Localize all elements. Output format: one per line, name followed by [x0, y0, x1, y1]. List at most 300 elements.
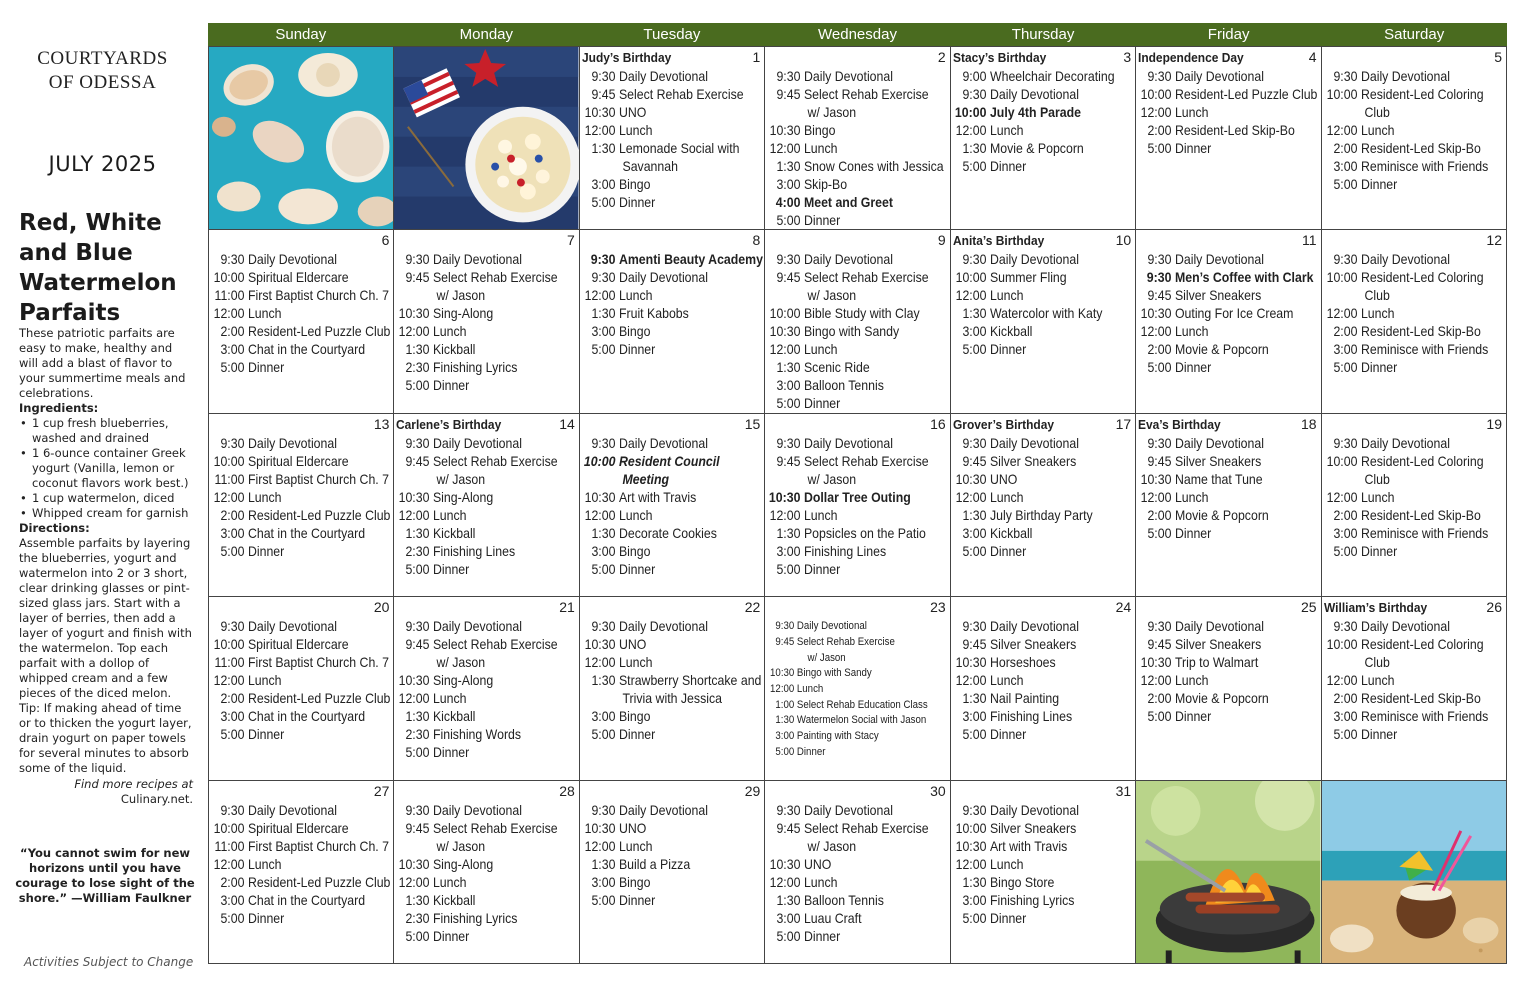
event-description: Lunch — [1360, 122, 1395, 138]
event-description: Club — [1364, 654, 1390, 671]
event-time: 2:00 — [220, 506, 245, 523]
event-item — [582, 617, 765, 635]
event-item — [1324, 268, 1507, 286]
event-description: Club — [1364, 104, 1390, 120]
event-item — [1138, 67, 1321, 85]
event-description: Dinner — [433, 744, 470, 761]
event-time: 1:30 — [591, 672, 616, 689]
event-description: w/ Jason — [807, 104, 857, 120]
event-item — [1138, 250, 1321, 268]
event-description: Bingo Store — [989, 873, 1055, 890]
event-time: 10:30 — [769, 855, 801, 872]
event-description: Build a Pizza — [618, 855, 691, 872]
event-time: 1:30 — [405, 708, 430, 725]
event-time: 1:30 — [405, 341, 430, 358]
day-cell-6 — [209, 230, 394, 413]
event-item — [1324, 340, 1507, 358]
event-time: 10:30 — [1140, 305, 1172, 322]
event-item — [1324, 671, 1507, 689]
event-item — [767, 560, 950, 578]
event-time: 5:00 — [962, 341, 987, 358]
event-time: 1:30 — [591, 855, 616, 872]
event-item — [1324, 175, 1507, 193]
event-description: Reminisce with Friends — [1360, 524, 1488, 541]
event-item — [767, 434, 950, 452]
event-time: 9:30 — [405, 434, 430, 451]
event-description: Lunch — [618, 654, 653, 671]
event-item — [211, 653, 394, 671]
event-description: Kickball — [433, 891, 476, 908]
event-description: Trip to Walmart — [1175, 654, 1259, 671]
event-description: Silver Sneakers — [1175, 287, 1262, 304]
calendar — [208, 23, 1507, 963]
day-number: 4 — [1308, 49, 1317, 65]
event-item — [582, 268, 765, 286]
event-description: Dinner — [989, 341, 1026, 358]
day-number: 22 — [744, 599, 761, 616]
day-number: 18 — [1300, 415, 1317, 432]
event-item — [953, 340, 1136, 358]
event-list — [1324, 617, 1507, 743]
event-description: Daily Devotional — [618, 68, 708, 84]
event-list — [767, 619, 950, 760]
event-time: 1:30 — [405, 524, 430, 541]
event-time: 9:30 — [1333, 68, 1358, 84]
event-time: 5:00 — [220, 359, 245, 376]
event-time: 5:00 — [591, 341, 616, 358]
event-description: Savannah — [622, 158, 678, 174]
event-time: 12:00 — [399, 690, 430, 707]
event-time: 2:00 — [1147, 341, 1172, 358]
event-time: 3:00 — [220, 341, 245, 358]
event-item — [396, 340, 579, 358]
event-time: 9:30 — [591, 434, 616, 451]
event-item — [582, 322, 765, 340]
event-description: Amenti Beauty Academy — [618, 251, 763, 268]
day-number: 25 — [1300, 599, 1317, 616]
ingredient-item: • 1 6-ounce container Greek yogurt (Vanilla, lemon or coconut flavors work best.) — [19, 446, 193, 491]
event-item — [211, 452, 394, 470]
quote — [14, 846, 196, 906]
event-time: 9:30 — [962, 434, 987, 451]
event-description: Kickball — [989, 323, 1033, 340]
event-description: Name that Tune — [1175, 470, 1263, 487]
day-number: 24 — [1115, 599, 1132, 616]
event-time: 12:00 — [1326, 488, 1358, 505]
event-item — [1324, 139, 1507, 157]
event-item — [1324, 725, 1507, 743]
event-description: Select Rehab Exercise — [804, 269, 929, 286]
event-description: w/ Jason — [436, 287, 486, 304]
event-time: 5:00 — [776, 927, 801, 944]
day-title: Judy’s Birthday — [581, 50, 672, 65]
event-time: 5:00 — [962, 726, 987, 743]
event-time: 9:30 — [405, 251, 430, 268]
day-cell-17 — [951, 414, 1136, 597]
more-recipes — [19, 777, 193, 807]
event-item — [211, 617, 394, 635]
event-item — [396, 268, 579, 286]
event-description: Dollar Tree Outing — [804, 488, 912, 505]
event-time: 5:00 — [1333, 726, 1358, 743]
event-time: 2:00 — [1147, 690, 1172, 707]
quote-line: “You cannot swim for new — [19, 846, 191, 860]
event-description: Bingo — [618, 708, 651, 725]
day-number: 17 — [1115, 415, 1132, 432]
event-item — [1324, 85, 1507, 103]
event-item — [582, 286, 765, 304]
event-time: 3:00 — [220, 524, 245, 541]
org-name-line-1: COURTYARDS — [37, 48, 168, 69]
event-description: Lunch — [804, 341, 838, 358]
event-description: Lunch — [618, 837, 653, 854]
event-description: Spiritual Eldercare — [247, 269, 349, 286]
event-time: 5:00 — [591, 726, 616, 743]
event-item — [211, 801, 394, 819]
event-item — [1324, 542, 1507, 560]
event-time: 9:30 — [776, 251, 801, 268]
event-description: Lunch — [618, 122, 653, 138]
event-description: Daily Devotional — [989, 251, 1079, 268]
event-description: Resident-Led Skip-Bo — [1360, 690, 1481, 707]
event-item — [1138, 524, 1321, 542]
event-description: Reminisce with Friends — [1360, 341, 1488, 358]
event-item — [767, 873, 950, 891]
event-description: Luau Craft — [804, 909, 862, 926]
event-time: 3:00 — [1333, 158, 1358, 174]
event-item — [211, 268, 394, 286]
event-description: Dinner — [989, 158, 1026, 174]
org-name-line-2: OF ODESSA — [48, 72, 157, 93]
event-item — [767, 801, 950, 819]
event-item — [396, 855, 579, 873]
event-description: Lunch — [1360, 488, 1395, 505]
day-number: 11 — [1302, 232, 1317, 249]
event-description: Daily Devotional — [989, 801, 1079, 818]
seashells-image — [209, 47, 394, 230]
event-description: Sing-Along — [433, 305, 494, 322]
event-item — [396, 927, 579, 945]
event-item — [767, 376, 950, 394]
event-description: Bingo — [618, 873, 651, 890]
weekday-thursday: Thursday — [1011, 26, 1075, 43]
event-item — [953, 689, 1136, 707]
event-time: 12:00 — [1326, 305, 1358, 322]
event-time: 9:45 — [776, 819, 801, 836]
event-description: Meeting — [622, 470, 669, 487]
event-item — [767, 67, 950, 85]
event-item — [953, 801, 1136, 819]
event-item — [767, 452, 950, 470]
event-time: 1:30 — [776, 359, 801, 376]
event-time: 9:30 — [776, 434, 801, 451]
day-cell-20 — [209, 597, 394, 780]
event-description: Silver Sneakers — [1175, 636, 1262, 653]
event-description: Daily Devotional — [618, 618, 708, 635]
event-item — [211, 250, 394, 268]
event-list — [1138, 67, 1321, 157]
event-description: Lunch — [433, 506, 467, 523]
event-description: Dinner — [989, 726, 1026, 743]
day-cell-23 — [765, 597, 950, 780]
weekday-saturday: Saturday — [1384, 26, 1445, 43]
event-description: Dinner — [804, 212, 841, 228]
event-description: Finishing Lines — [804, 542, 887, 559]
event-description: Daily Devotional — [1360, 618, 1450, 635]
calendar-grid — [208, 46, 1507, 964]
event-time: 2:30 — [405, 726, 430, 743]
day-cell-14 — [394, 414, 579, 597]
event-description: Chat in the Courtyard — [247, 891, 366, 908]
event-description: Daily Devotional — [989, 434, 1079, 451]
event-item — [396, 506, 579, 524]
event-time: 9:45 — [405, 636, 430, 653]
event-item — [953, 635, 1136, 653]
event-description: Kickball — [433, 341, 476, 358]
event-description: Art with Travis — [989, 837, 1068, 854]
event-item — [396, 617, 579, 635]
event-item — [1324, 470, 1507, 488]
event-description: Daily Devotional — [618, 434, 708, 451]
directions-heading: Directions: — [19, 521, 90, 535]
event-time: 3:00 — [776, 377, 801, 394]
event-time: 12:00 — [584, 122, 616, 138]
event-time: 5:00 — [405, 927, 430, 944]
event-time: 12:00 — [584, 506, 616, 523]
event-time: 5:00 — [405, 744, 430, 761]
event-item — [396, 801, 579, 819]
event-description: Lunch — [989, 672, 1024, 689]
event-description: Lunch — [989, 855, 1024, 872]
event-time: 9:45 — [962, 452, 987, 469]
quote-line: horizons until you have — [29, 861, 181, 875]
event-time: 10:00 — [1326, 86, 1358, 102]
event-description: Dinner — [618, 194, 656, 210]
event-item — [1138, 635, 1321, 653]
event-item — [211, 725, 394, 743]
event-item — [953, 268, 1136, 286]
event-item — [767, 470, 950, 488]
event-item — [1138, 506, 1321, 524]
event-description: Daily Devotional — [433, 618, 523, 635]
event-time: 1:30 — [591, 524, 616, 541]
event-description: Lunch — [804, 873, 838, 890]
event-description: Spiritual Eldercare — [247, 452, 349, 469]
day-number: 3 — [1123, 49, 1132, 65]
event-time: 3:00 — [591, 176, 616, 192]
event-description: Movie & Popcorn — [989, 140, 1084, 156]
event-description: Finishing Lines — [433, 542, 516, 559]
event-description: Lunch — [989, 122, 1024, 138]
event-time: 3:00 — [962, 524, 987, 541]
event-description: Dinner — [1175, 524, 1212, 541]
recipe-title-line: Parfaits — [19, 300, 121, 326]
event-description: Finishing Lyrics — [433, 909, 518, 926]
event-time: 2:30 — [405, 909, 430, 926]
event-description: w/ Jason — [436, 837, 486, 854]
event-time: 5:00 — [405, 560, 430, 577]
event-description: Lunch — [1175, 323, 1209, 340]
day-number: 12 — [1486, 232, 1502, 249]
event-time: 12:00 — [769, 873, 801, 890]
event-item — [767, 891, 950, 909]
event-item — [953, 434, 1136, 452]
event-time: 10:30 — [769, 323, 801, 340]
day-number: 28 — [559, 782, 575, 799]
event-description: Select Rehab Exercise — [804, 86, 929, 102]
event-item — [1324, 488, 1507, 506]
event-time: 1:30 — [962, 690, 987, 707]
event-time: 5:00 — [1147, 140, 1172, 156]
event-description: Scenic Ride — [804, 359, 870, 376]
event-description: Dinner — [804, 560, 841, 577]
event-time: 12:00 — [1140, 672, 1172, 689]
day-number: 31 — [1115, 782, 1132, 799]
event-description: Select Rehab Exercise — [433, 452, 559, 469]
event-item — [953, 891, 1136, 909]
event-description: Select Rehab Exercise — [804, 819, 929, 836]
event-item — [582, 801, 765, 819]
event-time: 2:00 — [220, 690, 245, 707]
event-description: Dinner — [1360, 542, 1397, 559]
event-time: 5:00 — [1333, 176, 1358, 192]
event-time: 5:00 — [962, 909, 987, 926]
event-item — [953, 286, 1136, 304]
day-title: Anita’s Birthday — [952, 233, 1044, 249]
event-list — [1138, 617, 1321, 725]
event-time: 12:00 — [769, 341, 801, 358]
event-item — [396, 743, 579, 761]
day-title: Independence Day — [1138, 50, 1244, 65]
event-time: 9:45 — [775, 635, 795, 648]
day-number: 19 — [1486, 415, 1502, 432]
event-time: 9:30 — [220, 801, 245, 818]
event-item — [396, 689, 579, 707]
event-item — [211, 819, 394, 837]
event-description: Daily Devotional — [1175, 251, 1265, 268]
event-item — [1324, 524, 1507, 542]
event-item — [767, 819, 950, 837]
event-time: 10:30 — [955, 470, 987, 487]
ingredient-item: • 1 cup watermelon, diced — [19, 491, 193, 506]
event-time: 5:00 — [776, 212, 801, 228]
event-item — [211, 506, 394, 524]
event-description: UNO — [804, 855, 832, 872]
event-time: 12:00 — [769, 140, 801, 156]
event-time: 10:30 — [769, 488, 801, 505]
day-title: Carlene’s Birthday — [396, 416, 502, 432]
event-description: Reminisce with Friends — [1360, 708, 1488, 725]
event-time: 2:00 — [220, 323, 245, 340]
event-description: Lunch — [247, 305, 282, 322]
day-title: Grover’s Birthday — [952, 416, 1054, 432]
event-list — [211, 434, 394, 560]
event-time: 2:30 — [405, 359, 430, 376]
event-description: Lunch — [989, 287, 1024, 304]
event-time: 5:00 — [591, 560, 616, 577]
event-item — [767, 394, 950, 412]
event-time: 10:30 — [955, 654, 987, 671]
day-cell-27 — [209, 781, 394, 964]
event-description: Kickball — [433, 524, 476, 541]
event-list — [582, 250, 765, 358]
event-item — [582, 139, 765, 157]
event-time: 9:45 — [405, 269, 430, 286]
event-item — [767, 729, 950, 745]
event-item — [953, 157, 1136, 175]
event-list — [953, 434, 1136, 560]
day-title: Stacy’s Birthday — [952, 50, 1046, 65]
event-description: Daily Devotional — [1175, 618, 1265, 635]
event-item — [211, 635, 394, 653]
event-description: UNO — [618, 819, 647, 836]
event-description: Resident-Led Puzzle Club — [247, 873, 391, 890]
event-description: Dinner — [618, 341, 656, 358]
event-item — [582, 506, 765, 524]
event-time: 12:00 — [399, 323, 430, 340]
event-item — [953, 322, 1136, 340]
event-item — [767, 157, 950, 175]
directions-text: Assemble parfaits by layering the blueberries, yogurt and watermelon into 2 or 3 short, clear drinking glasses or pint-sized glass jars. Start with a layer of berries, then add a layer of yogurt and finish with the watermelon. Top each parfait with a dollop of whipped cream and a few pieces of the diced melon. Tip: If making ahead of time or to thicken the yogurt layer, drain yogurt on paper towels for several minutes to absorb some of the liquid. — [19, 536, 192, 775]
event-item — [1324, 250, 1507, 268]
day-cell-7 — [394, 230, 579, 413]
event-item — [211, 671, 394, 689]
event-description: Popsicles on the Patio — [804, 524, 927, 541]
event-description: Painting with Stacy — [797, 730, 879, 743]
day-cell-13 — [209, 414, 394, 597]
event-description: w/ Jason — [807, 470, 857, 487]
event-item — [582, 671, 765, 689]
event-description: Club — [1364, 470, 1390, 487]
event-description: Dinner — [989, 542, 1026, 559]
event-time: 9:30 — [776, 68, 801, 84]
event-time: 10:30 — [399, 305, 430, 322]
day-cell-12 — [1322, 230, 1507, 413]
event-time: 9:45 — [405, 452, 430, 469]
event-time: 2:00 — [1147, 122, 1172, 138]
event-item — [396, 358, 579, 376]
event-time: 3:00 — [962, 708, 987, 725]
event-description: Daily Devotional — [247, 801, 337, 818]
event-time: 3:00 — [1333, 708, 1358, 725]
event-item — [211, 322, 394, 340]
event-time: 2:30 — [405, 542, 430, 559]
recipe-intro: These patriotic parfaits are easy to make, healthy and will add a blast of flavor to your summertime meals and celebrations. — [19, 326, 186, 400]
day-cell-18 — [1136, 414, 1321, 597]
event-item — [1324, 434, 1507, 452]
disclaimer: Activities Subject to Change — [24, 955, 194, 969]
event-time: 9:30 — [220, 618, 245, 635]
event-item — [953, 452, 1136, 470]
event-item — [396, 725, 579, 743]
event-description: Meet and Greet — [804, 194, 894, 210]
event-list — [396, 250, 579, 394]
event-item — [767, 175, 950, 193]
event-description: Chat in the Courtyard — [247, 708, 366, 725]
event-description: Spiritual Eldercare — [247, 819, 349, 836]
day-cell-25 — [1136, 597, 1321, 780]
event-item — [582, 193, 765, 211]
event-description: Daily Devotional — [618, 269, 708, 286]
more-recipes-site: Culinary.net. — [120, 792, 193, 806]
event-item — [953, 819, 1136, 837]
event-time: 12:00 — [1140, 323, 1172, 340]
event-item — [582, 85, 765, 103]
event-item — [1138, 707, 1321, 725]
event-time: 10:00 — [955, 269, 987, 286]
event-item — [582, 304, 765, 322]
day-number: 27 — [373, 782, 390, 799]
